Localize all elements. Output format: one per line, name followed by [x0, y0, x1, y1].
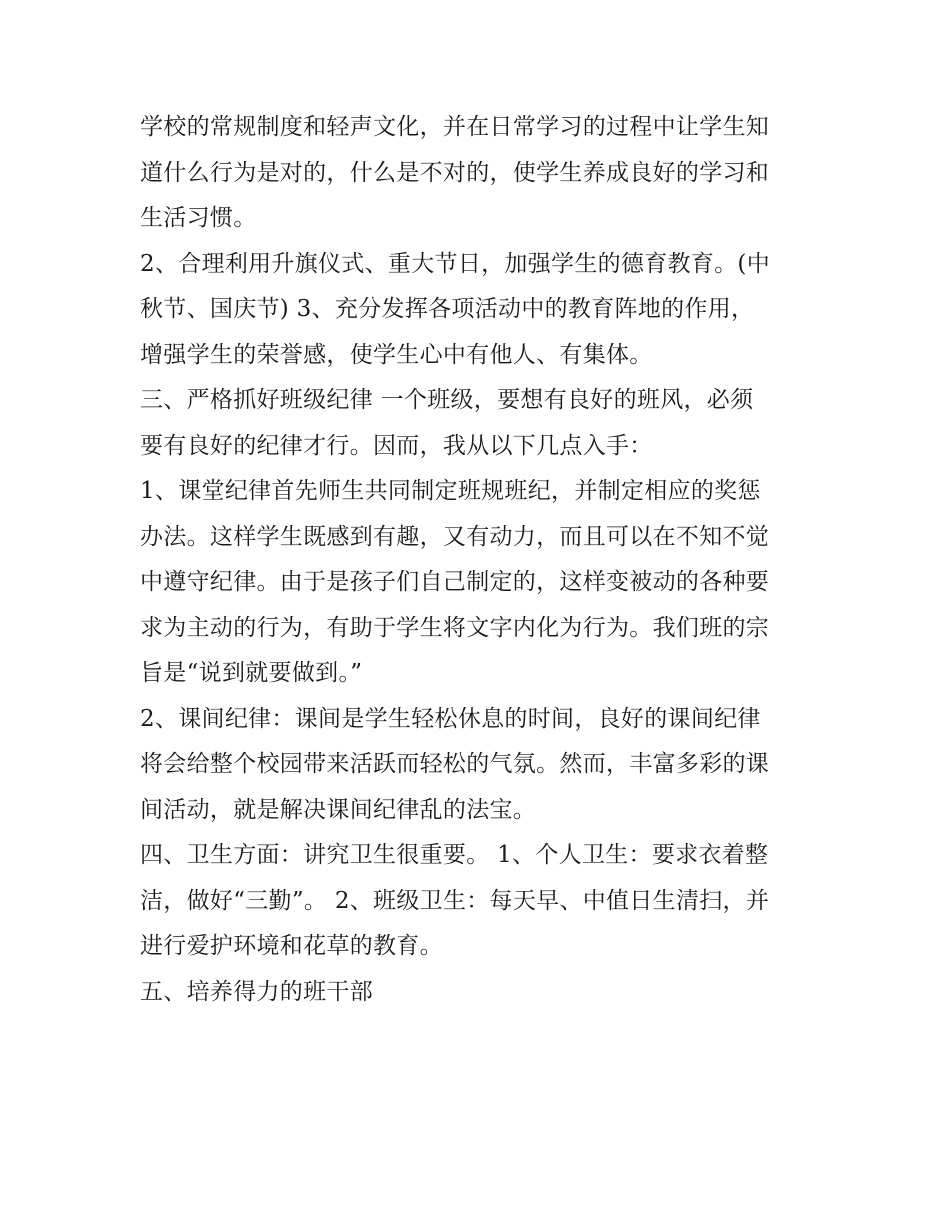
text-line: 生活习惯。	[140, 205, 257, 231]
text-line: 间活动，就是解决课间纪律乱的法宝。	[140, 796, 537, 823]
document-body	[140, 105, 820, 1015]
text-line: 四、卫生方面：讲究卫生很重要。 1、个人卫生：要求衣着整	[140, 842, 769, 868]
text-line: 秋节、国庆节) 3、充分发挥各项活动中的教育阵地的作用，	[140, 296, 755, 322]
text-line: 三、严格抓好班级纪律 一个班级，要想有良好的班风，必须	[140, 387, 754, 413]
text-line: 2、课间纪律：课间是学生轻松休息的时间，良好的课间纪律	[140, 705, 761, 732]
text-line: 五、培养得力的班干部	[140, 978, 373, 1005]
text-line: 道什么行为是对的，什么是不对的，使学生养成良好的学习和	[140, 159, 770, 186]
text-line: 1、课堂纪律首先师生共同制定班规班纪，并制定相应的奖惩	[140, 478, 761, 504]
text-line: 将会给整个校园带来活跃而轻松的气氛。然而，丰富多彩的课	[140, 751, 770, 777]
text-line: 中遵守纪律。由于是孩子们自己制定的，这样变被动的各种要	[140, 569, 770, 595]
text-line: 求为主动的行为，有助于学生将文字内化为行为。我们班的宗	[140, 614, 770, 641]
text-line: 办法。这样学生既感到有趣，又有动力，而且可以在不知不觉	[140, 523, 770, 550]
text-line: 2、合理利用升旗仪式、重大节日，加强学生的德育教育。(中	[140, 250, 771, 277]
text-line: 学校的常规制度和轻声文化，并在日常学习的过程中让学生知	[140, 114, 770, 140]
text-line: 洁，做好“三勤”。 2、班级卫生：每天早、中值日生清扫，并	[140, 887, 770, 914]
text-line: 要有良好的纪律才行。因而，我从以下几点入手：	[140, 432, 653, 459]
text-line: 增强学生的荣誉感，使学生心中有他人、有集体。	[140, 341, 653, 368]
text-line: 进行爱护环境和花草的教育。	[140, 933, 443, 959]
text-line: 旨是“说到就要做到。”	[140, 660, 363, 686]
